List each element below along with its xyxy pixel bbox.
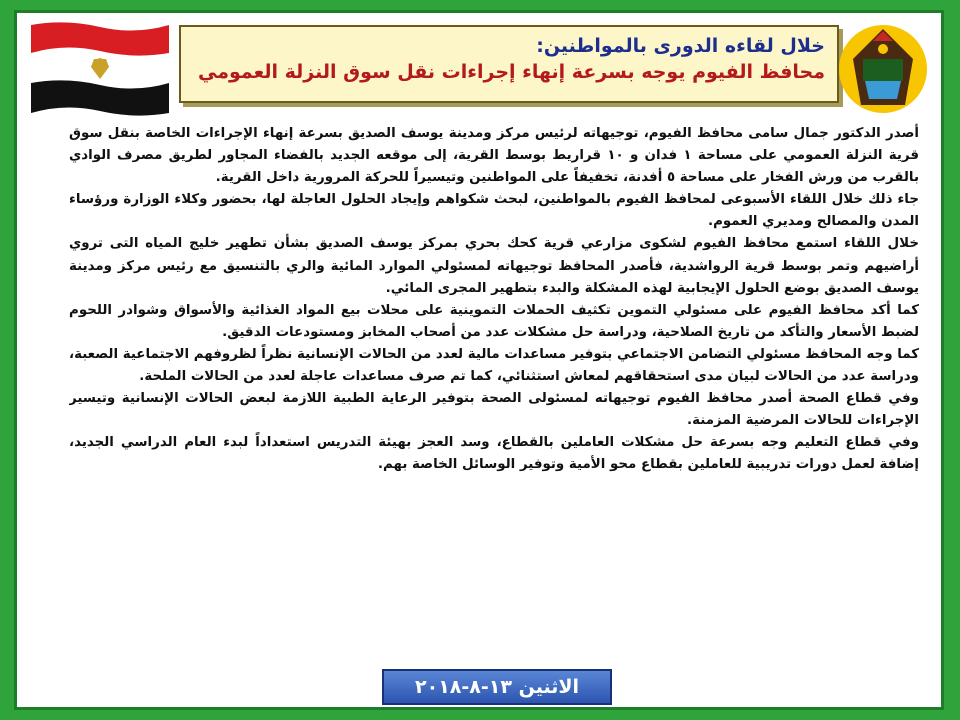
headline-title: محافظ الفيوم يوجه بسرعة إنهاء إجراءات نقل سوق النزلة العمومي: [197, 61, 825, 83]
article-paragraph: وفي قطاع التعليم وجه بسرعة حل مشكلات العاملين بالقطاع، وسد العجز بهيئة التدريس استعداداً لبدء العام الدراسي الجديد، إضافة لعمل دورات تدريبية للعاملين بقطاع محو الأمية وتوفير الوسائل الخاصة بهم.: [69, 435, 919, 473]
document-page: [14, 10, 944, 710]
date-badge: [382, 669, 612, 705]
date-text: الاثنين ١٣-٨-٢٠١٨: [415, 676, 580, 698]
article-paragraph: وفي قطاع الصحة أصدر محافظ الفيوم توجيهاته لمسئولى الصحة بتوفير الرعاية الطبية اللازمة لبعض الحالات الإنسانية وتيسير الإجراءات للحالات المرضية المزمنة.: [69, 391, 919, 429]
article-paragraph: خلال اللقاء استمع محافظ الفيوم لشكوى مزارعي قرية كحك بحري بمركز يوسف الصديق بشأن تطهير خليج المياه التى تروي أراضيهم وتمر بوسط قرية الرواشدية، فأصدر المحافظ توجيهاته لمسئولي الموارد المائية والري بالتنسيق مع رئيس مركز ومدينة يوسف الصديق بوضع الحلول الإيجابية لهذه المشكلة والبدء بتطهير المجرى المائي.: [69, 236, 919, 296]
article-body: [69, 123, 919, 553]
headline-kicker: خلال لقاءه الدورى بالمواطنين:: [536, 35, 825, 57]
egypt-flag-icon: [25, 19, 175, 119]
article-paragraph: كما وجه المحافظ مسئولي التضامن الاجتماعي بتوفير مساعدات مالية لعدد من الحالات الإنسانية نظراً لظروفهم الاجتماعية الصعبة، ودراسة عدد من الحالات لبيان مدى استحقاقهم لمعاش استثنائي، كما تم صرف مساعدات عاجلة لعدد من الحالات الملحة.: [69, 346, 919, 385]
headline-box: [179, 25, 839, 103]
article-paragraph: كما أكد محافظ الفيوم على مسئولي التموين تكثيف الحملات التموينية على محلات بيع المواد الغذائية والأسواق وشوادر اللحوم لضبط الأسعار والتأكد من تاريخ الصلاحية، ودراسة حل مشكلات عدد من أصحاب المخابز ومستودعات الدقيق.: [69, 302, 919, 340]
article-paragraph: جاء ذلك خلال اللقاء الأسبوعى لمحافظ الفيوم بالمواطنين، لبحث شكواهم وإيجاد الحلول العاجلة لها، بحضور وكلاء الوزارة ورؤساء المدن والمصالح ومديري العموم.: [69, 192, 919, 230]
fayoum-governorate-emblem-icon: [833, 19, 933, 119]
article-paragraph: أصدر الدكتور جمال سامى محافظ الفيوم، توجيهاته لرئيس مركز ومدينة يوسف الصديق بسرعة إنهاء الإجراءات الخاصة بنقل سوق قرية النزلة العمومي على مساحة ١ فدان و ١٠ قراريط بوسط القرية، إلى موقعه الجديد بالفضاء المجاور لطريق مصرف الوادي بالقرب من ورش الفخار على مساحة ٥ أفدنة، تخفيفاً على المواطنين وتيسيراً للحركة المرورية داخل القرية.: [69, 126, 919, 186]
